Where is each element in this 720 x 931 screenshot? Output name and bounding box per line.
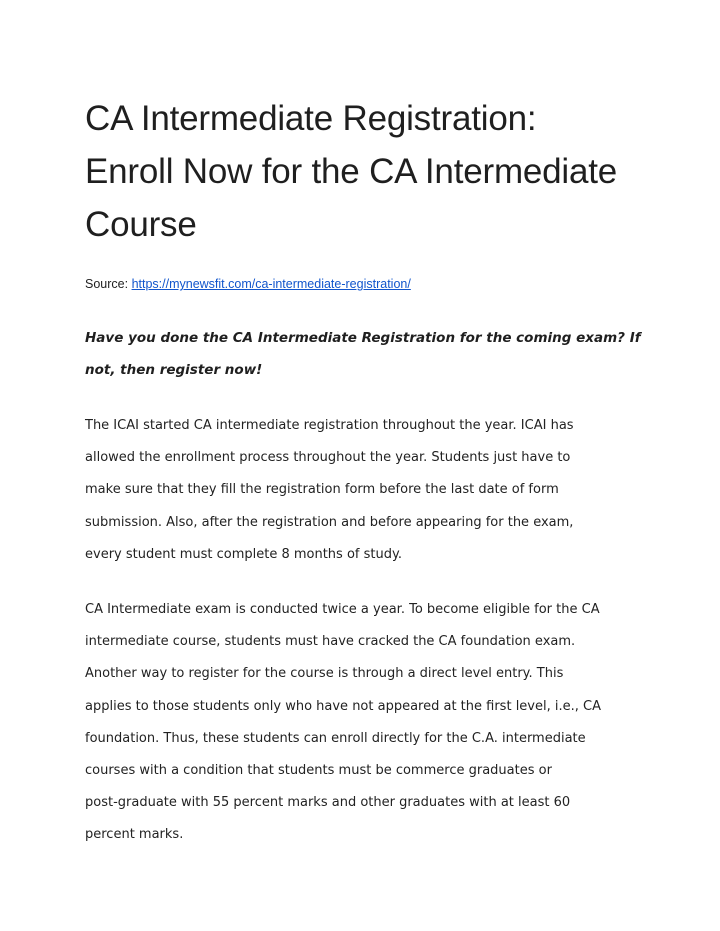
paragraph1-line-2: allowed the enrollment process throughout the year. Students just have to bbox=[85, 450, 571, 466]
paragraph2-line-4: applies to those students only who have not appeared at the first level, i.e., CA bbox=[85, 698, 601, 714]
paragraph2-line-5: foundation. Thus, these students can enroll directly for the C.A. intermediate bbox=[85, 730, 586, 746]
paragraph1-line-4: submission. Also, after the registration and before appearing for the exam, bbox=[85, 514, 574, 530]
paragraph2-line-3: Another way to register for the course is through a direct level entry. This bbox=[85, 666, 564, 682]
paragraph2-line-2: intermediate course, students must have cracked the CA foundation exam. bbox=[85, 634, 576, 650]
source-label: Source: bbox=[85, 277, 132, 291]
paragraph-eligibility bbox=[85, 594, 645, 852]
paragraph2-line-7: post-graduate with 55 percent marks and other graduates with at least 60 bbox=[85, 795, 571, 811]
source-line bbox=[85, 277, 645, 291]
title-line-2: Enroll Now for the CA Intermediate bbox=[85, 152, 618, 191]
paragraph1-line-3: make sure that they fill the registration form before the last date of form bbox=[85, 482, 559, 498]
source-link[interactable]: https://mynewsfit.com/ca-intermediate-registration/ bbox=[131, 277, 411, 291]
lead-line-2: If not, then register now! bbox=[85, 330, 641, 378]
paragraph2-line-6: courses with a condition that students must be commerce graduates or bbox=[85, 763, 552, 779]
lead-line-1: Have you done the CA Intermediate Registration for the coming exam? bbox=[85, 330, 625, 346]
article-title bbox=[85, 92, 645, 251]
paragraph2-line-8: percent marks. bbox=[85, 827, 184, 843]
document-page bbox=[85, 92, 645, 852]
title-line-1: CA Intermediate Registration: bbox=[85, 99, 537, 138]
title-line-3: Course bbox=[85, 205, 197, 244]
paragraph1-line-1: The ICAI started CA intermediate registration throughout the year. ICAI has bbox=[85, 418, 574, 433]
paragraph2-line-1: CA Intermediate exam is conducted twice a year. To become eligible for the CA bbox=[85, 602, 600, 618]
lead-question bbox=[85, 322, 645, 386]
paragraph1-line-5: every student must complete 8 months of study. bbox=[85, 546, 402, 562]
paragraph-registration bbox=[85, 410, 645, 571]
